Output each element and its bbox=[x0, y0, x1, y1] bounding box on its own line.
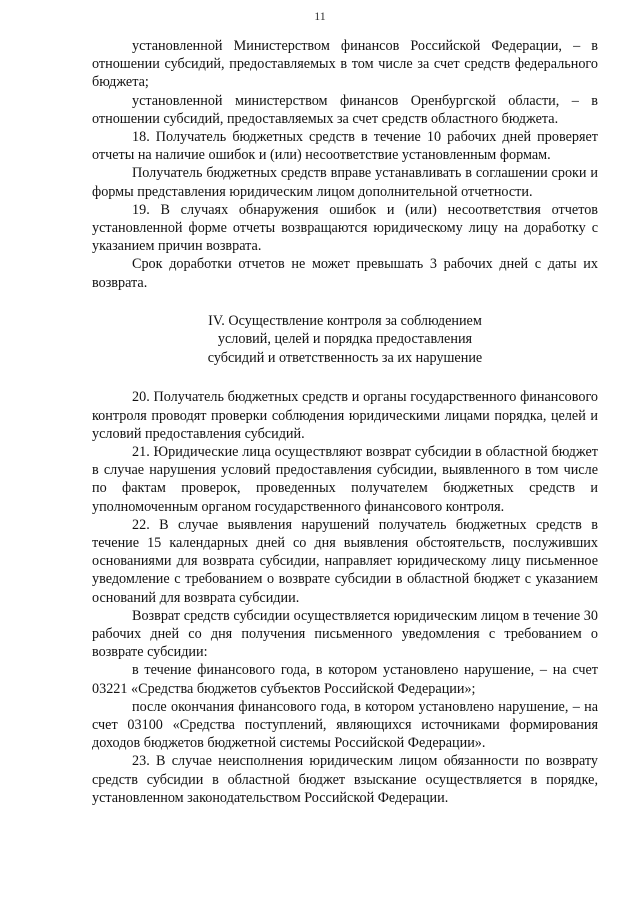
paragraph-item-21: 21. Юридические лица осуществляют возврат субсидии в областной бюджет в случае нарушения условий предоставления субсидии, выявленного в том числе по фактам проверок, проведенных получателем бюджетных средств и уполномоченным органом государственного финансового контроля. bbox=[92, 443, 598, 515]
section-heading bbox=[92, 312, 598, 368]
section-heading-line: IV. Осуществление контроля за соблюдением bbox=[208, 312, 482, 329]
paragraph-item-18: 18. Получатель бюджетных средств в течение 10 рабочих дней проверяет отчеты на наличие ошибок и (или) несоответствие установленным формам. bbox=[92, 129, 598, 164]
paragraph: в течение финансового года, в котором установлено нарушение, – на счет 03221 «Средства бюджетов субъектов Российской Федерации»; bbox=[92, 662, 598, 697]
paragraph: Возврат средств субсидии осуществляется юридическим лицом в течение 30 рабочих дней со дня получения письменного уведомления с требованием о возврате субсидии: bbox=[92, 607, 598, 661]
paragraph: Срок доработки отчетов не может превышать 3 рабочих дней с даты их возврата. bbox=[92, 256, 598, 291]
paragraph: установленной Министерством финансов Российской Федерации, – в отношении субсидий, предоставляемых в том числе за счет средств федерального бюджета; bbox=[92, 38, 598, 91]
document-body bbox=[92, 37, 598, 807]
paragraph-item-23: 23. В случае неисполнения юридическим лицом обязанности по возврату средств субсидии в областной бюджет взыскание осуществляется в порядке, установленном законодательством Российской Федерации. bbox=[92, 753, 598, 806]
section-heading-line: условий, целей и порядка предоставления bbox=[217, 331, 473, 348]
paragraph-item-22: 22. В случае выявления нарушений получатель бюджетных средств в течение 15 календарных дней со дня выявления обстоятельств, послуживших основаниями для возврата субсидии, направляет юридическому лицу письменное уведомление с требованием о возврате субсидии в областной бюджет с указанием оснований для возврата субсидии. bbox=[92, 516, 598, 606]
paragraph: Получатель бюджетных средств вправе устанавливать в соглашении сроки и формы представления юридическим лицом дополнительной отчетности. bbox=[92, 165, 598, 200]
paragraph-item-20: 20. Получатель бюджетных средств и органы государственного финансового контроля проводят проверки соблюдения юридическими лицами порядка, целей и условий предоставления субсидий. bbox=[92, 389, 598, 442]
paragraph: после окончания финансового года, в котором установлено нарушение, – на счет 03100 «Средства поступлений, являющихся источниками формирования доходов бюджетов бюджетной системы Российской Федерации». bbox=[92, 698, 598, 752]
section-heading-line: субсидий и ответственность за их нарушение bbox=[207, 349, 483, 366]
paragraph-item-19: 19. В случаях обнаружения ошибок и (или) несоответствия отчетов установленной форме отчеты возвращаются юридическому лицу на доработку с указанием причин возврата. bbox=[92, 201, 598, 255]
page-number: 11 bbox=[314, 9, 326, 23]
paragraph: установленной министерством финансов Оренбургской области, – в отношении субсидий, предоставляемых за счет средств областного бюджета. bbox=[92, 92, 598, 127]
